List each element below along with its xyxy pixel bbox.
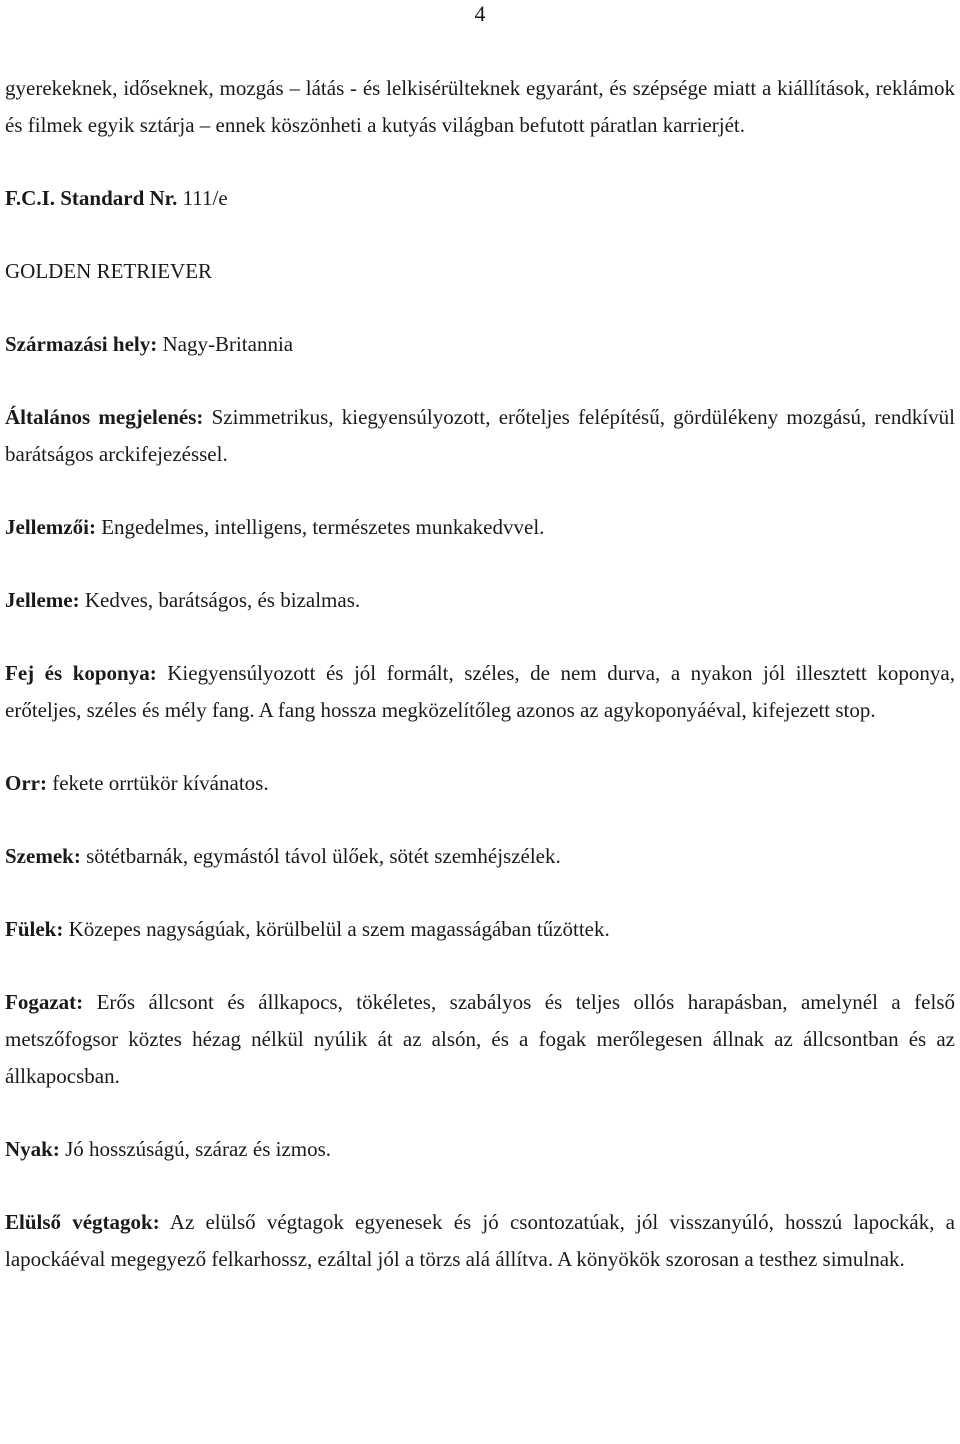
section-teeth	[5, 984, 955, 1095]
section-label: Nyak:	[5, 1137, 60, 1161]
section-text: Kedves, barátságos, és bizalmas.	[79, 588, 361, 612]
section-text: fekete orrtükör kívánatos.	[46, 771, 269, 795]
section-forequarters	[5, 1204, 955, 1278]
section-nose	[5, 765, 955, 802]
standard-number: 111/e	[177, 186, 228, 210]
intro-paragraph: gyerekeknek, időseknek, mozgás – látás - és lelkisérülteknek egyaránt, és szépsége miatt a kiállítások, reklámok és filmek egyik sztárja – ennek köszönheti a kutyás világban befutott páratlan karrierjét.	[5, 76, 955, 137]
section-label: Származási hely:	[5, 332, 158, 356]
breed-title: GOLDEN RETRIEVER	[5, 259, 213, 283]
section-origin	[5, 326, 955, 363]
section-temperament	[5, 582, 955, 619]
section-text: Nagy-Britannia	[157, 332, 294, 356]
standard-heading	[5, 180, 955, 217]
section-head-skull	[5, 655, 955, 729]
section-label: Fej és koponya:	[5, 661, 157, 685]
section-text: sötétbarnák, egymástól távol ülőek, sötét szemhéjszélek.	[80, 844, 561, 868]
section-label: Jelleme:	[5, 588, 80, 612]
section-label: Jellemzői:	[5, 515, 96, 539]
section-text: Kiegyensúlyozott és jól formált, széles, de nem durva, a nyakon jól illesztett koponya, erőteljes, széles és mély fang. A fang hossza megközelítőleg azonos az agykoponyáéval, kifejezett stop.	[5, 661, 955, 722]
section-text: Jó hosszúságú, száraz és izmos.	[59, 1137, 332, 1161]
section-neck	[5, 1131, 955, 1168]
section-label: Elülső végtagok:	[5, 1210, 160, 1234]
section-characteristics	[5, 509, 955, 546]
section-text: Engedelmes, intelligens, természetes munkakedvvel.	[95, 515, 545, 539]
page-number: 4	[474, 1, 486, 26]
section-label: Szemek:	[5, 844, 81, 868]
section-general-appearance	[5, 399, 955, 473]
document-body	[5, 70, 955, 1314]
section-eyes	[5, 838, 955, 875]
section-label: Fogazat:	[5, 990, 84, 1014]
section-text: Erős állcsont és állkapocs, tökéletes, szabályos és teljes ollós harapásban, amelynél a felső metszőfogsor köztes hézag nélkül nyúlik át az alsón, és a fogak merőlegesen állnak az állcsontban és az állkapocsban.	[5, 990, 955, 1088]
section-label: Fülek:	[5, 917, 64, 941]
section-text: Szimmetrikus, kiegyensúlyozott, erőteljes felépítésű, gördülékeny mozgású, rendkívül barátságos arckifejezéssel.	[5, 405, 955, 466]
section-label: Orr:	[5, 771, 47, 795]
section-text: Az elülső végtagok egyenesek és jó csontozatúak, jól visszanyúló, hosszú lapockák, a lapockáéval megegyező felkarhossz, ezáltal jól a törzs alá állítva. A könyökök szorosan a testhez simulnak.	[5, 1210, 956, 1271]
section-ears	[5, 911, 955, 948]
section-label: Általános megjelenés:	[5, 405, 204, 429]
section-text: Közepes nagyságúak, körülbelül a szem magasságában tűzöttek.	[63, 917, 610, 941]
standard-prefix: F.C.I. Standard Nr.	[5, 186, 178, 210]
